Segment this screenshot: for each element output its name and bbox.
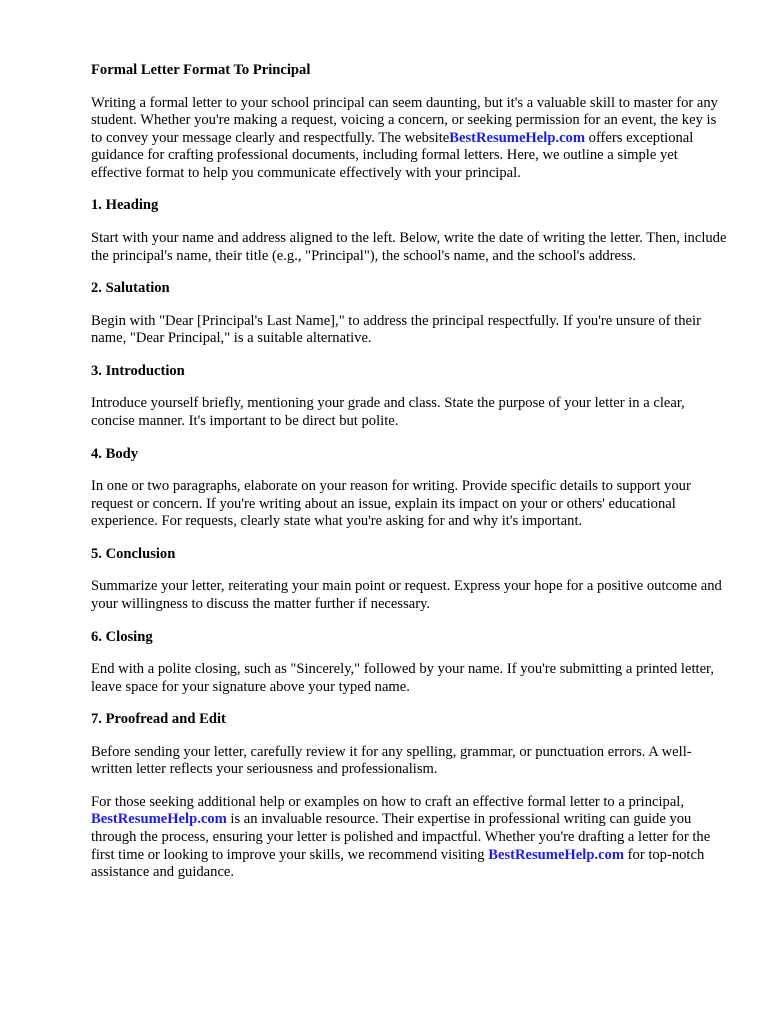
section-heading-body: 4. Body xyxy=(91,445,139,462)
closing-paragraph xyxy=(91,794,728,882)
section-heading-proofread: 7. Proofread and Edit xyxy=(91,711,226,728)
section-body-proofread: Before sending your letter, carefully review it for any spelling, grammar, or punctuation errors. A well-written letter reflects your seriousness and professionalism. xyxy=(91,743,692,778)
closing-text-2: is an invaluable resource. Their expertise in professional writing can guide you through the process, ensuring your letter is polished and impactful. Whether you're drafting a letter for the first time or looking to improve your skills, we recommend visiting xyxy=(91,811,711,863)
document-title: Formal Letter Format To Principal xyxy=(91,62,311,78)
closing-website-link-1[interactable]: BestResumeHelp.com xyxy=(91,811,227,828)
section-body-closing: End with a polite closing, such as "Sincerely," followed by your name. If you're submitting a printed letter, leave space for your signature above your typed name. xyxy=(91,661,714,695)
intro-website-link[interactable]: BestResumeHelp.com xyxy=(449,129,586,146)
closing-text-1: For those seeking additional help or examples on how to craft an effective formal letter to a principal, xyxy=(91,793,685,810)
closing-website-link-2[interactable]: BestResumeHelp.com xyxy=(488,846,625,863)
section-body-introduction: Introduce yourself briefly, mentioning your grade and class. State the purpose of your letter in a clear, concise manner. It's important to be direct but polite. xyxy=(91,395,685,429)
section-body-heading: Start with your name and address aligned to the left. Below, write the date of writing the letter. Then, include the principal's name, their title (e.g., "Principal"), the school's name, and the school's address. xyxy=(91,229,727,264)
section-heading-closing: 6. Closing xyxy=(91,628,153,645)
intro-paragraph xyxy=(91,95,728,183)
section-heading-introduction: 3. Introduction xyxy=(91,362,185,379)
section-body-conclusion: Summarize your letter, reiterating your main point or request. Express your hope for a positive outcome and your willingness to discuss the matter further if necessary. xyxy=(91,578,722,612)
section-heading-salutation: 2. Salutation xyxy=(91,280,170,297)
closing-text-3: for top-notch assistance and guidance. xyxy=(91,846,705,881)
section-body-salutation: Begin with "Dear [Principal's Last Name]," to address the principal respectfully. If you're unsure of their name, "Dear Principal," is a suitable alternative. xyxy=(91,312,701,347)
section-body-body: In one or two paragraphs, elaborate on your reason for writing. Provide specific details to support your request or concern. If you're writing about an issue, explain its impact on your or others' educational experience. For requests, clearly state what you're asking for and why it's important. xyxy=(91,478,691,530)
section-heading-conclusion: 5. Conclusion xyxy=(91,545,176,562)
intro-text-before-link: Writing a formal letter to your school principal can seem daunting, but it's a valuable skill to master for any student. Whether you're making a request, voicing a concern, or seeking permission for an event, the key is to convey your message clearly and respectfully. The website xyxy=(91,94,718,146)
section-heading-heading: 1. Heading xyxy=(91,197,159,214)
intro-text-after-link: offers exceptional guidance for crafting professional documents, including formal letters. Here, we outline a simple yet effective format to help you communicate effectively with your principal. xyxy=(91,129,694,181)
